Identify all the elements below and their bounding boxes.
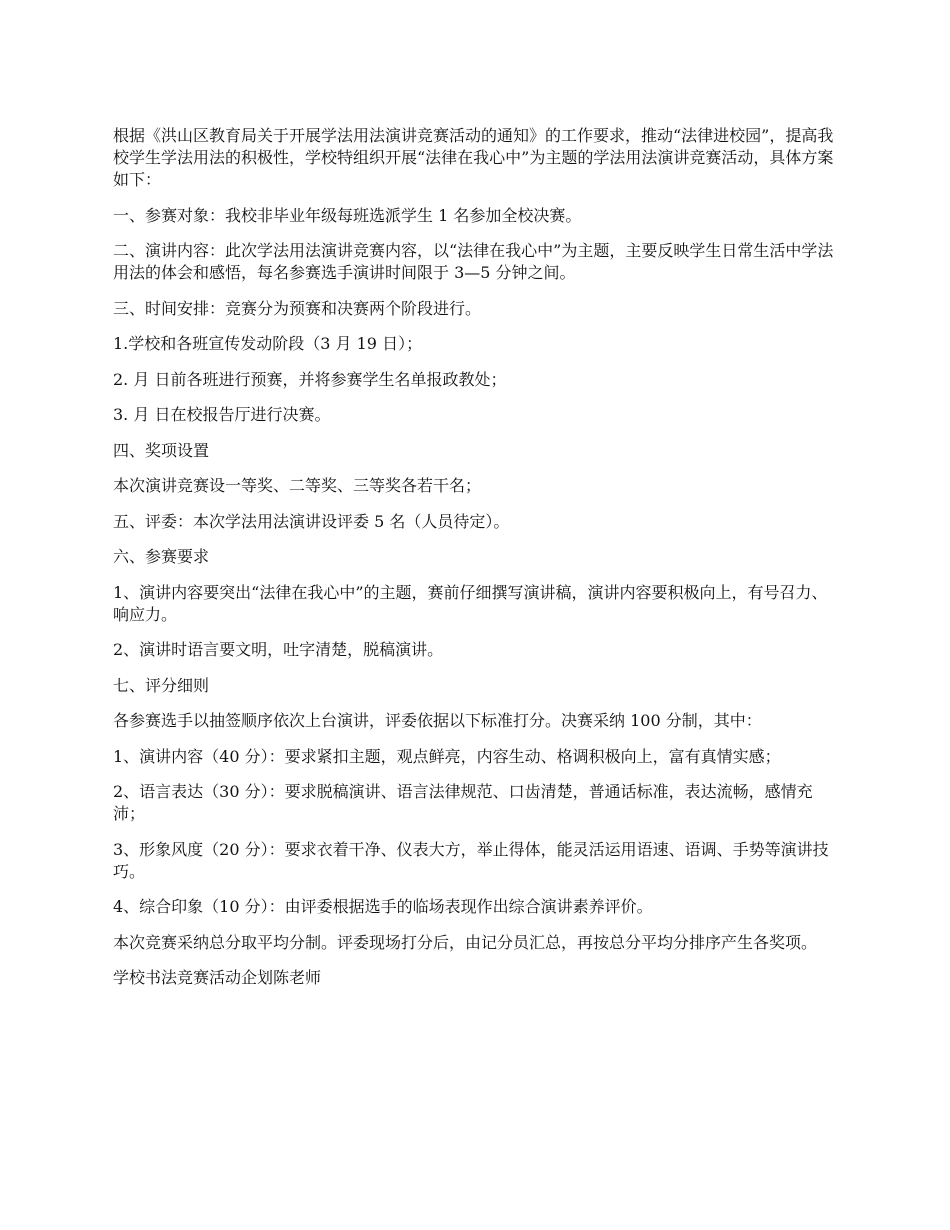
awards-paragraph: 本次演讲竞赛设一等奖、二等奖、三等奖各若干名； xyxy=(113,476,482,495)
scoring-item-4: 4、综合印象（10 分）：由评委根据选手的临场表现作出综合演讲素养评价。 xyxy=(113,897,653,916)
requirement-item-2: 2、演讲时语言要文明，吐字清楚，脱稿演讲。 xyxy=(113,640,444,659)
schedule-item-2: 2. 月 日前各班进行预赛，并将参赛学生名单报政教处； xyxy=(113,369,507,389)
scoring-item-3: 3、形象风度（20 分）：要求衣着干净、仪表大方，举止得体，能灵活运用语速、语调、手势等演讲技巧。 xyxy=(113,839,829,881)
schedule-item-1: 1.学校和各班宣传发动阶段（3 月 19 日）； xyxy=(113,334,423,353)
participants-paragraph: 一、参赛对象：我校非毕业年级每班选派学生 1 名参加全校决赛。 xyxy=(113,205,582,225)
schedule-item-3: 3. 月 日在校报告厅进行决赛。 xyxy=(113,405,331,424)
document-body xyxy=(113,125,840,1003)
signature-line: 学校书法竞赛活动企划陈老师 xyxy=(113,968,322,987)
awards-heading: 四、奖项设置 xyxy=(113,440,210,460)
schedule-heading: 三、时间安排：竞赛分为预赛和决赛两个阶段进行。 xyxy=(113,298,482,318)
intro-paragraph: 根据《洪山区教育局关于开展学法用法演讲竞赛活动的通知》的工作要求，推动“法律进校园”，提高我校学生学法用法的积极性，学校特组织开展“法律在我心中”为主题的学法用法演讲竞赛活动，具体方案如下： xyxy=(113,126,834,189)
scoring-intro: 各参赛选手以抽签顺序依次上台演讲，评委依据以下标准打分。决赛采纳 100 分制，其中： xyxy=(113,711,762,730)
requirement-item-1: 1、演讲内容要突出“法律在我心中”的主题，赛前仔细撰写演讲稿，演讲内容要积极向上，有号召力、响应力。 xyxy=(113,582,828,624)
judges-paragraph: 五、评委：本次学法用法演讲设评委 5 名（人员待定）。 xyxy=(113,511,510,531)
scoring-item-2: 2、语言表达（30 分）：要求脱稿演讲、语言法律规范、口齿清楚，普通话标准，表达流畅，感情充沛； xyxy=(113,782,813,823)
scoring-item-1: 1、演讲内容（40 分）：要求紧扣主题，观点鲜亮，内容生动、格调积极向上，富有真情实感； xyxy=(113,746,781,766)
requirements-heading: 六、参赛要求 xyxy=(113,547,210,566)
scoring-heading: 七、评分细则 xyxy=(113,675,210,695)
scoring-method-paragraph: 本次竞赛采纳总分取平均分制。评委现场打分后，由记分员汇总，再按总分平均分排序产生各奖项。 xyxy=(113,932,818,952)
speech-content-paragraph: 二、演讲内容：此次学法用法演讲竞赛内容，以“法律在我心中”为主题，主要反映学生日常生活中学法用法的体会和感悟，每名参赛选手演讲时间限于 3—5 分钟之间。 xyxy=(113,241,834,282)
